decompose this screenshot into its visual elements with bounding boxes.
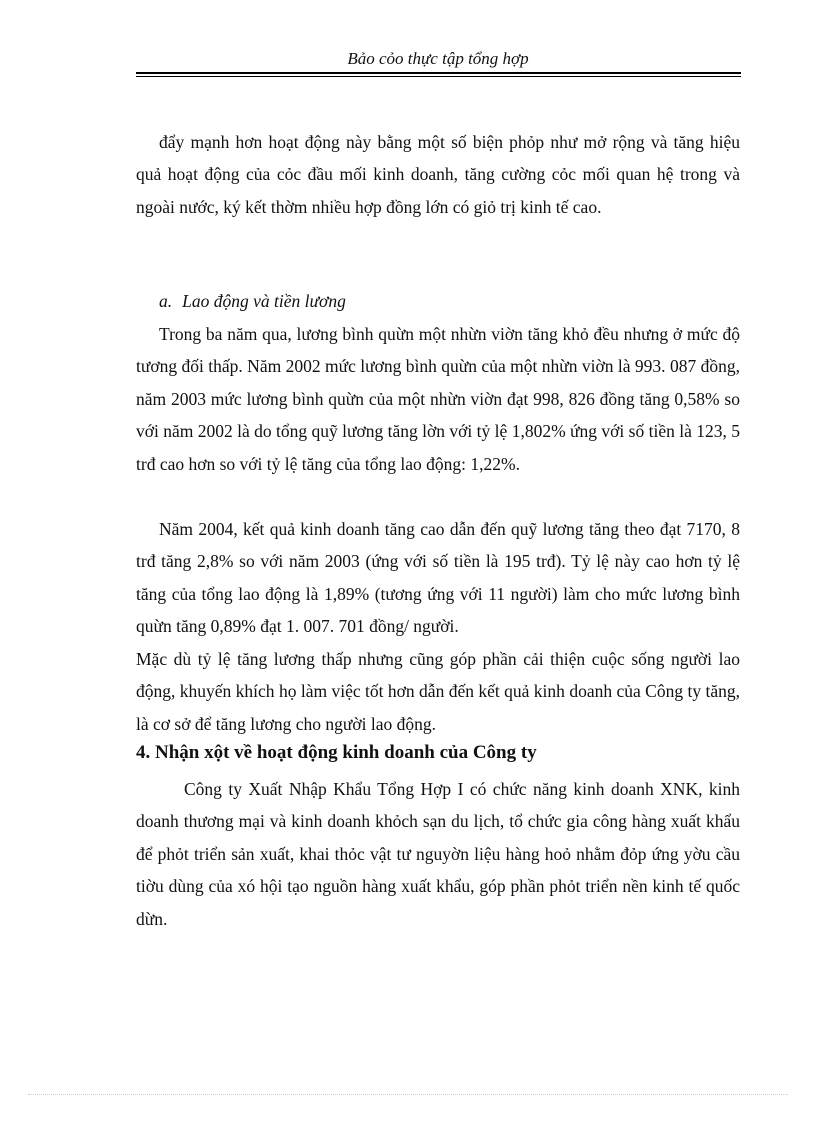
labor-paragraph-2: Năm 2004, kết quả kinh doanh tăng cao dẫn đến quỹ lương tăng theo đạt 7170, 8 trđ tăng 2,8% so với năm 2003 (ứng với số tiền là 195 trđ). Tỷ lệ này cao hơn tỷ lệ tăng của tổng lao động là 1,89% (tương ứng với 11 người) làm cho mức lương bình quừn tăng 0,89% đạt 1. 007. 701 đồng/ người. [136, 519, 740, 637]
subsection-marker: a. [159, 291, 173, 311]
subsection-heading [159, 291, 346, 312]
page-bottom-divider [28, 1094, 788, 1095]
subsection-title: Lao động và tiền lương [182, 291, 346, 311]
labor-paragraph-1: Trong ba năm qua, lương bình quừn một nhừn viờn tăng khỏ đều nhưng ở mức độ tương đối thấp. Năm 2002 mức lương bình quừn của một nhừn viờn là 993. 087 đồng, năm 2003 mức lương bình quừn của một nhừn viờn đạt 998, 826 đồng tăng 0,58% so với năm 2002 là do tổng quỹ lương tăng lờn với tỷ lệ 1,802% ứng với số tiền là 123, 5 trđ cao hơn so với tỷ lệ tăng của tổng lao động: 1,22%. [136, 324, 740, 474]
assessment-paragraph: Công ty Xuất Nhập Khẩu Tổng Hợp I có chức năng kinh doanh XNK, kinh doanh thương mại và kinh doanh khỏch sạn du lịch, tổ chức gia công hàng xuất khẩu để phỏt triển sản xuất, khai thỏc vật tư nguyờn liệu hàng hoỏ nhằm đỏp ứng yờu cầu tiờu dùng của xó hội tạo nguồn hàng xuất khẩu, góp phần phỏt triển nền kinh tế quốc dừn. [136, 779, 740, 929]
page-header-title: Bảo cỏo thực tập tổng hợp [347, 49, 529, 68]
header-rule-thin [136, 76, 741, 77]
labor-paragraph-3: Mặc dù tỷ lệ tăng lương thấp nhưng cũng góp phần cải thiện cuộc sống người lao động, khuyến khích họ làm việc tốt hơn dẫn đến kết quả kinh doanh của Công ty tăng, là cơ sở để tăng lương cho người lao động. [136, 649, 740, 734]
intro-paragraph: đẩy mạnh hơn hoạt động này bằng một số biện phỏp như mở rộng và tăng hiệu quả hoạt động của cỏc đầu mối kinh doanh, tăng cường cỏc mối quan hệ trong và ngoài nước, ký kết thờm nhiều hợp đồng lớn có giỏ trị kinh tế cao. [136, 132, 740, 217]
header-rule-thick [136, 72, 741, 74]
section-heading: 4. Nhận xột về hoạt động kinh doanh của Công ty [136, 742, 537, 763]
